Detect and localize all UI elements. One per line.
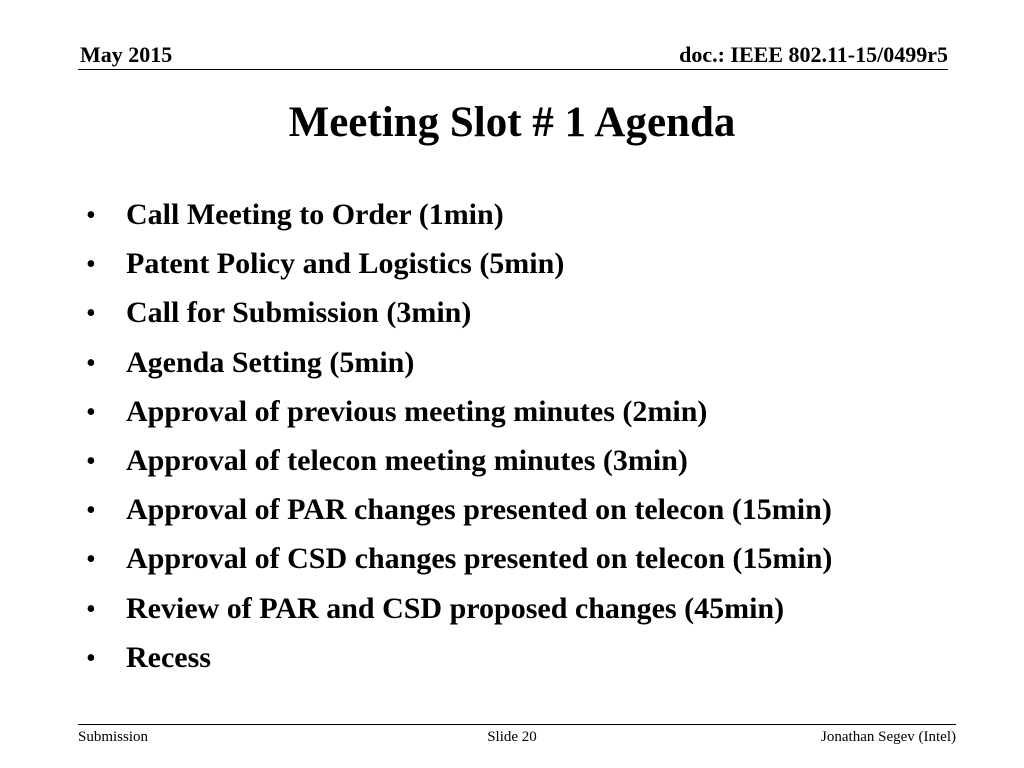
agenda-item [86,190,832,239]
agenda-item-text: Approval of telecon meeting minutes (3min) [126,443,688,477]
agenda-item [86,338,832,387]
agenda-item-text: Approval of CSD changes presented on telecon (15min) [126,542,833,576]
header-doc-id: doc.: IEEE 802.11-15/0499r5 [679,42,948,67]
agenda-item-text: Patent Policy and Logistics (5min) [126,247,565,281]
agenda-item [86,239,832,288]
agenda-item [86,288,832,337]
agenda-item [86,584,832,633]
agenda-item-text: Agenda Setting (5min) [126,345,415,379]
footer-submission: Submission [78,729,149,745]
bullet-icon: • [86,544,96,576]
agenda-list [86,190,832,682]
bullet-icon: • [86,593,96,625]
agenda-item [86,387,832,436]
footer-slide-number: Slide 20 [487,729,537,745]
agenda-item-text: Recess [126,640,211,674]
bullet-icon: • [86,445,96,477]
agenda-item [86,485,832,534]
bullet-icon: • [86,495,96,527]
agenda-item-text: Review of PAR and CSD proposed changes (45min) [126,591,785,625]
bullet-icon: • [86,347,96,379]
agenda-item [86,534,832,583]
agenda-item-text: Approval of previous meeting minutes (2min) [126,394,708,428]
agenda-item-text: Call Meeting to Order (1min) [126,198,504,231]
agenda-item-text: Call for Submission (3min) [126,296,472,330]
agenda-item-text: Approval of PAR changes presented on telecon (15min) [126,493,832,527]
agenda-item [86,633,832,682]
footer-author: Jonathan Segev (Intel) [821,729,956,745]
footer-divider [78,724,956,725]
bullet-icon: • [86,249,96,281]
bullet-icon: • [86,642,96,674]
agenda-item [86,436,832,485]
header-date: May 2015 [80,42,173,67]
bullet-icon: • [86,396,96,428]
slide-title: Meeting Slot # 1 Agenda [288,99,736,146]
bullet-icon: • [86,200,96,231]
header-divider [78,69,948,70]
bullet-icon: • [86,298,96,330]
